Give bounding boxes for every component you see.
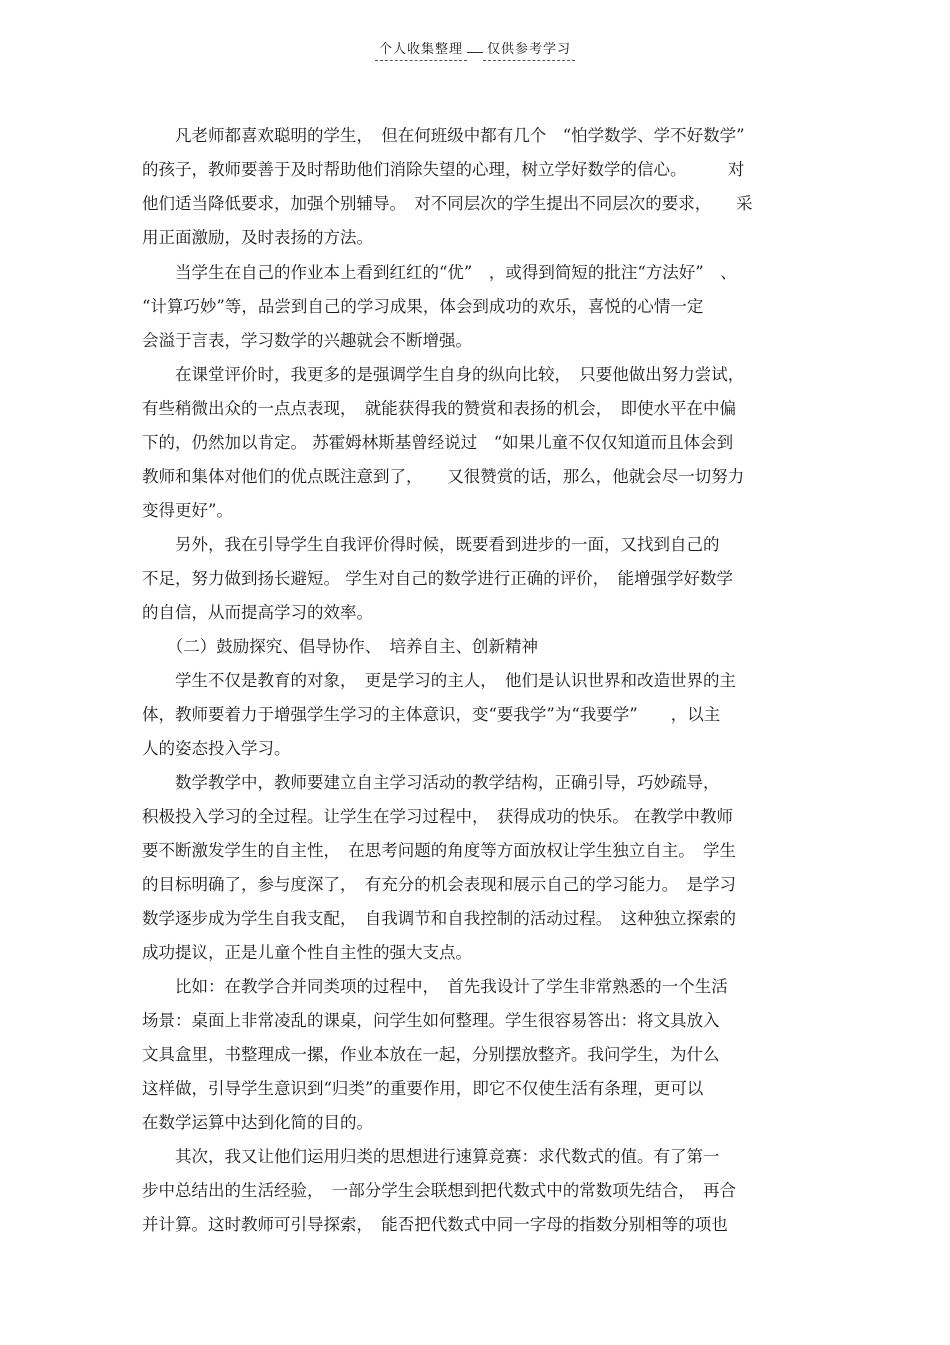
text-line: 积极投入学习的全过程。让学生在学习过程中， 获得成功的快乐。 在教学中教师	[142, 807, 733, 826]
text-line: 他们适当降低要求，加强个别辅导。 对不同层次的学生提出不同层次的要求， 采	[142, 194, 753, 213]
text-line: “计算巧妙”等，品尝到自己的学习成果，体会到成功的欢乐，喜悦的心情一定	[142, 297, 704, 316]
section-heading: （二）鼓励探究、倡导协作、 培养自主、创新精神	[142, 637, 538, 656]
text-line: 在数学运算中达到化简的目的。	[142, 1113, 373, 1132]
text-line: 数学教学中，教师要建立自主学习活动的教学结构，正确引导，巧妙疏导，	[142, 773, 720, 792]
text-line: 教师和集体对他们的优点既注意到了， 又很赞赏的话，那么，他就会尽一切努力	[142, 467, 745, 486]
text-line: 要不断激发学生的自主性， 在思考问题的角度等方面放权让学生独立自主。 学生	[142, 841, 736, 860]
text-line: 并计算。这时教师可引导探索， 能否把代数式中同一字母的指数分别相等的项也	[142, 1215, 728, 1234]
text-line: 人的姿态投入学习。	[142, 739, 291, 758]
text-line: 成功提议，正是儿童个性自主性的强大支点。	[142, 943, 472, 962]
text-line: 比如：在教学合并同类项的过程中， 首先我设计了学生非常熟悉的一个生活	[142, 977, 728, 996]
text-line: 在课堂评价时，我更多的是强调学生自身的纵向比较， 只要他做出努力尝试，	[142, 365, 745, 384]
text-line: 凡老师都喜欢聪明的学生， 但在何班级中都有几个 “怕学数学、学不好数学”	[142, 126, 745, 145]
header-right-text: 仅供参考学习	[483, 38, 575, 61]
text-line: 场景：桌面上非常凌乱的课桌，问学生如何整理。学生很容易答出：将文具放入	[142, 1011, 720, 1030]
text-line: 有些稍微出众的一点点表现， 就能获得我的赞赏和表扬的机会， 即使水平在中偏	[142, 399, 736, 418]
text-line: 另外，我在引导学生自我评价得时候，既要看到进步的一面，又找到自己的	[142, 535, 720, 554]
text-line: 这样做，引导学生意识到“归类”的重要作用，即它不仅使生活有条理，更可以	[142, 1079, 704, 1098]
page-header	[0, 38, 950, 61]
text-line: 步中总结出的生活经验， 一部分学生会联想到把代数式中的常数项先结合， 再合	[142, 1181, 736, 1200]
text-line: 不足，努力做到扬长避短。 学生对自己的数学进行正确的评价， 能增强学好数学	[142, 569, 733, 588]
text-line: 的孩子，教师要善于及时帮助他们消除失望的心理，树立学好数学的信心。 对	[142, 160, 745, 179]
header-left-text: 个人收集整理	[375, 38, 467, 61]
text-line: 当学生在自己的作业本上看到红红的“优” ，或得到简短的批注“方法好” 、	[142, 263, 737, 282]
text-line: 会溢于言表，学习数学的兴趣就会不断增强。	[142, 331, 472, 350]
text-line: 下的，仍然加以肯定。 苏霍姆林斯基曾经说过 “如果儿童不仅仅知道而且体会到	[142, 433, 734, 452]
text-line: 变得更好”。	[142, 501, 233, 520]
header-separator	[467, 52, 483, 53]
text-line: 其次，我又让他们运用归类的思想进行速算竞赛：求代数式的值。有了第一	[142, 1147, 720, 1166]
text-line: 的自信，从而提高学习的效率。	[142, 603, 373, 622]
text-line: 数学逐步成为学生自我支配， 自我调节和自我控制的活动过程。 这种独立探索的	[142, 909, 736, 928]
text-line: 学生不仅是教育的对象， 更是学习的主人， 他们是认识世界和改造世界的主	[142, 671, 736, 690]
text-line: 用正面激励，及时表扬的方法。	[142, 228, 373, 247]
text-line: 文具盒里，书整理成一摞，作业本放在一起，分别摆放整齐。我问学生，为什么	[142, 1045, 720, 1064]
text-line: 的目标明确了，参与度深了， 有充分的机会表现和展示自己的学习能力。 是学习	[142, 875, 736, 894]
text-line: 体，教师要着力于增强学生学习的主体意识，变“要我学”为“我要学” ，以主	[142, 705, 721, 724]
